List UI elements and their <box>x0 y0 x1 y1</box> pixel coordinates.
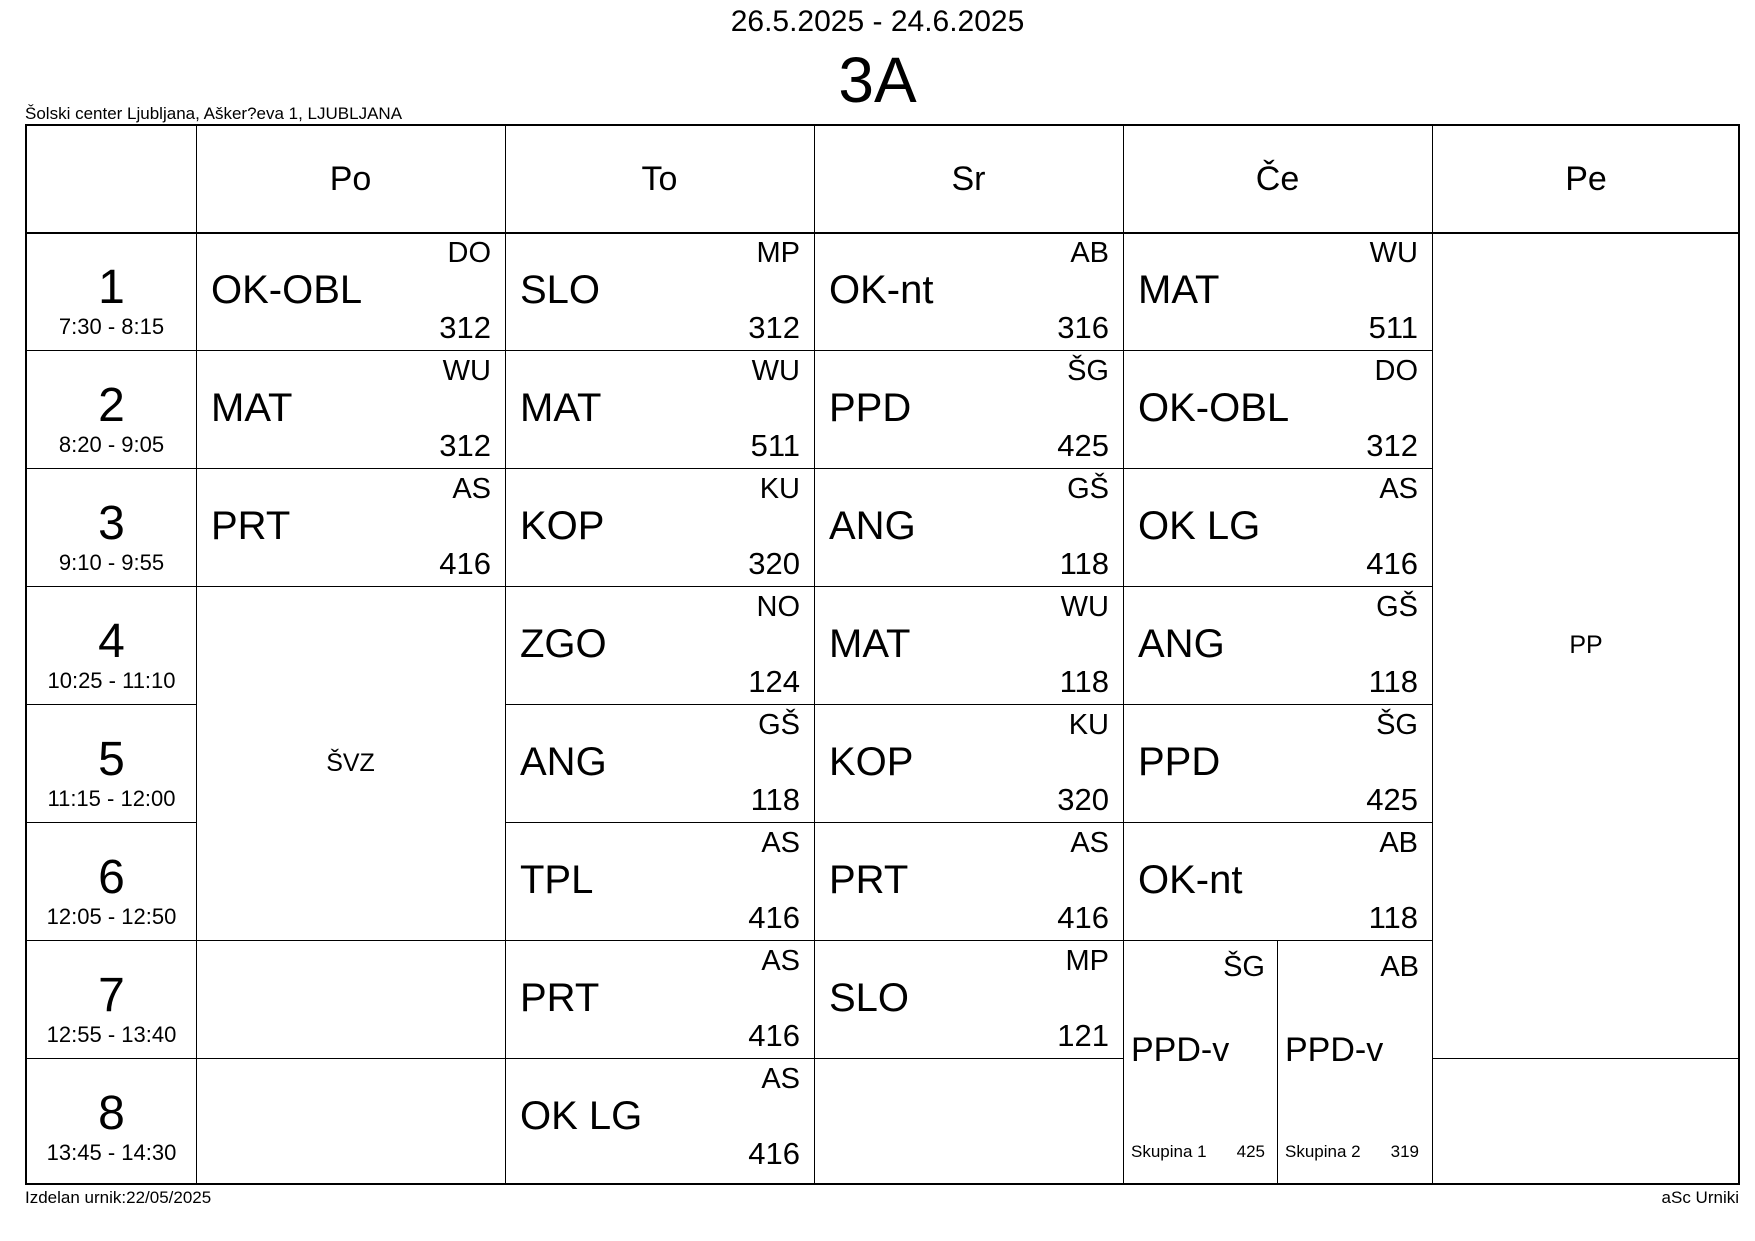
subject-name: OK-OBL <box>211 268 363 312</box>
subject-name: PPD <box>1138 740 1221 784</box>
room-number: 511 <box>1368 310 1418 345</box>
lesson-cell[interactable] <box>814 940 1123 1058</box>
subject-name: ANG <box>1138 622 1225 666</box>
period-time: 10:25 - 11:10 <box>47 668 176 693</box>
room-number: 118 <box>1368 900 1418 935</box>
lesson-cell[interactable] <box>196 350 505 468</box>
period-time: 12:55 - 13:40 <box>46 1022 177 1047</box>
lesson-cell[interactable] <box>505 1058 814 1176</box>
teacher-code: WU <box>751 355 800 387</box>
subject-name: PRT <box>520 976 600 1020</box>
room-number: 511 <box>750 428 800 463</box>
subject-name: PRT <box>829 858 909 902</box>
teacher-code: AS <box>1070 827 1109 859</box>
room-number: 320 <box>748 546 800 581</box>
room-number: 319 <box>1390 1142 1419 1161</box>
subject-name: PPD-v <box>1131 1031 1230 1069</box>
room-number: 312 <box>748 310 800 345</box>
subject-name: KOP <box>520 504 605 548</box>
period-number: 8 <box>98 1087 125 1140</box>
room-number: 416 <box>1366 546 1418 581</box>
teacher-code: WU <box>1060 591 1109 623</box>
room-number: 312 <box>1366 428 1418 463</box>
lesson-cell[interactable] <box>505 822 814 940</box>
teacher-code: GŠ <box>758 709 800 741</box>
teacher-code: GŠ <box>1067 473 1109 505</box>
teacher-code: ŠG <box>1223 951 1265 983</box>
teacher-code: AB <box>1380 951 1419 983</box>
period-number: 7 <box>98 969 125 1022</box>
created-date: Izdelan urnik:22/05/2025 <box>25 1188 212 1207</box>
room-number: 118 <box>1059 546 1109 581</box>
subject-name: PPD <box>829 386 912 430</box>
lesson-cell[interactable] <box>1123 232 1432 350</box>
lesson-cell[interactable] <box>814 468 1123 586</box>
period-number: 3 <box>98 497 125 550</box>
period-5 <box>27 704 196 822</box>
room-number: 124 <box>748 664 800 699</box>
room-number: 312 <box>439 428 491 463</box>
subject-name: SLO <box>520 268 601 312</box>
subject-name: MAT <box>211 386 293 430</box>
teacher-code: AS <box>1379 473 1418 505</box>
subject-name: OK-nt <box>1138 858 1243 902</box>
period-7 <box>27 940 196 1058</box>
period-number: 1 <box>98 261 125 314</box>
teacher-code: WU <box>442 355 491 387</box>
teacher-code: KU <box>759 473 800 505</box>
subject-name: OK LG <box>520 1094 643 1138</box>
subject-name: MAT <box>1138 268 1220 312</box>
period-time: 12:05 - 12:50 <box>46 904 177 929</box>
teacher-code: MP <box>1065 945 1109 977</box>
date-range: 26.5.2025 - 24.6.2025 <box>730 5 1025 38</box>
period-6 <box>27 822 196 940</box>
teacher-code: MP <box>756 237 800 269</box>
lesson-cell[interactable] <box>1123 468 1432 586</box>
lesson-cell[interactable] <box>505 232 814 350</box>
teacher-code: DO <box>1374 355 1418 387</box>
period-8 <box>27 1058 196 1176</box>
lesson-cell[interactable] <box>814 350 1123 468</box>
room-number: 118 <box>750 782 800 817</box>
room-number: 425 <box>1366 782 1418 817</box>
period-time: 8:20 - 9:05 <box>58 432 165 457</box>
period-time: 13:45 - 14:30 <box>46 1140 177 1165</box>
subject-name: KOP <box>829 740 914 784</box>
teacher-code: KU <box>1068 709 1109 741</box>
teacher-code: GŠ <box>1376 591 1418 623</box>
teacher-code: WU <box>1369 237 1418 269</box>
room-number: 425 <box>1057 428 1109 463</box>
subject-name: SLO <box>829 976 910 1020</box>
room-number: 416 <box>748 900 800 935</box>
group-lesson-cell[interactable] <box>1123 940 1277 1176</box>
period-number: 6 <box>98 851 125 904</box>
lesson-cell[interactable] <box>814 822 1123 940</box>
lesson-cell[interactable] <box>505 468 814 586</box>
lesson-cell[interactable] <box>505 704 814 822</box>
class-title: 3A <box>838 44 917 116</box>
teacher-code: AB <box>1070 237 1109 269</box>
period-number: 4 <box>98 615 125 668</box>
room-number: 416 <box>439 546 491 581</box>
teacher-code: AS <box>761 945 800 977</box>
day-header-po: Po <box>329 159 372 198</box>
teacher-code: AS <box>452 473 491 505</box>
lesson-cell[interactable] <box>1123 350 1432 468</box>
lesson-cell[interactable] <box>505 940 814 1058</box>
subject-name: OK LG <box>1138 504 1261 548</box>
school-name: Šolski center Ljubljana, Ašker?eva 1, LJUBLJANA <box>25 104 403 123</box>
teacher-code: DO <box>447 237 491 269</box>
teacher-code: AS <box>761 827 800 859</box>
teacher-code: NO <box>756 591 800 623</box>
room-number: 320 <box>1057 782 1109 817</box>
lesson-cell[interactable] <box>505 350 814 468</box>
group-name: Skupina 1 <box>1131 1142 1207 1161</box>
subject-name: TPL <box>520 858 594 902</box>
period-number: 2 <box>98 379 125 432</box>
day-header-ce: Če <box>1255 159 1300 198</box>
room-number: 316 <box>1057 310 1109 345</box>
teacher-code: AB <box>1379 827 1418 859</box>
period-time: 7:30 - 8:15 <box>58 314 165 339</box>
teacher-code: AS <box>761 1063 800 1095</box>
day-header-pe: Pe <box>1565 159 1607 198</box>
teacher-code: ŠG <box>1376 709 1418 741</box>
subject-name: ZGO <box>520 622 607 666</box>
room-number: 312 <box>439 310 491 345</box>
pp-block[interactable]: PP <box>1569 630 1603 659</box>
day-header-to: To <box>641 159 678 198</box>
subject-name: OK-OBL <box>1138 386 1290 430</box>
lesson-cell[interactable] <box>1123 822 1432 940</box>
subject-name: ANG <box>520 740 607 784</box>
room-number: 416 <box>1057 900 1109 935</box>
room-number: 118 <box>1368 664 1418 699</box>
room-number: 416 <box>748 1018 800 1053</box>
day-header-sr: Sr <box>951 159 986 198</box>
room-number: 118 <box>1059 664 1109 699</box>
software-label: aSc Urniki <box>1661 1188 1739 1207</box>
subject-name: MAT <box>829 622 911 666</box>
lesson-cell[interactable] <box>505 586 814 704</box>
split-group-block <box>1123 940 1432 1185</box>
svz-block[interactable]: ŠVZ <box>326 748 375 777</box>
lesson-cell[interactable] <box>196 232 505 350</box>
subject-name: MAT <box>520 386 602 430</box>
room-number: 425 <box>1236 1142 1265 1161</box>
timetable-grid <box>25 124 1740 1185</box>
group-name: Skupina 2 <box>1285 1142 1361 1161</box>
lesson-cell[interactable] <box>814 232 1123 350</box>
room-number: 121 <box>1057 1018 1109 1053</box>
lesson-cell[interactable] <box>1123 586 1432 704</box>
period-number: 5 <box>98 733 125 786</box>
period-1 <box>27 232 196 350</box>
lesson-cell[interactable] <box>196 468 505 586</box>
group-lesson-cell[interactable] <box>1277 940 1431 1176</box>
lesson-cell[interactable] <box>814 704 1123 822</box>
period-time: 9:10 - 9:55 <box>58 550 165 575</box>
room-number: 416 <box>748 1136 800 1171</box>
lesson-cell[interactable] <box>814 586 1123 704</box>
period-3 <box>27 468 196 586</box>
subject-name: ANG <box>829 504 916 548</box>
subject-name: PPD-v <box>1285 1031 1384 1069</box>
period-time: 11:15 - 12:00 <box>47 786 176 811</box>
period-2 <box>27 350 196 468</box>
period-4 <box>27 586 196 704</box>
subject-name: OK-nt <box>829 268 934 312</box>
subject-name: PRT <box>211 504 291 548</box>
teacher-code: ŠG <box>1067 355 1109 387</box>
lesson-cell[interactable] <box>1123 704 1432 822</box>
